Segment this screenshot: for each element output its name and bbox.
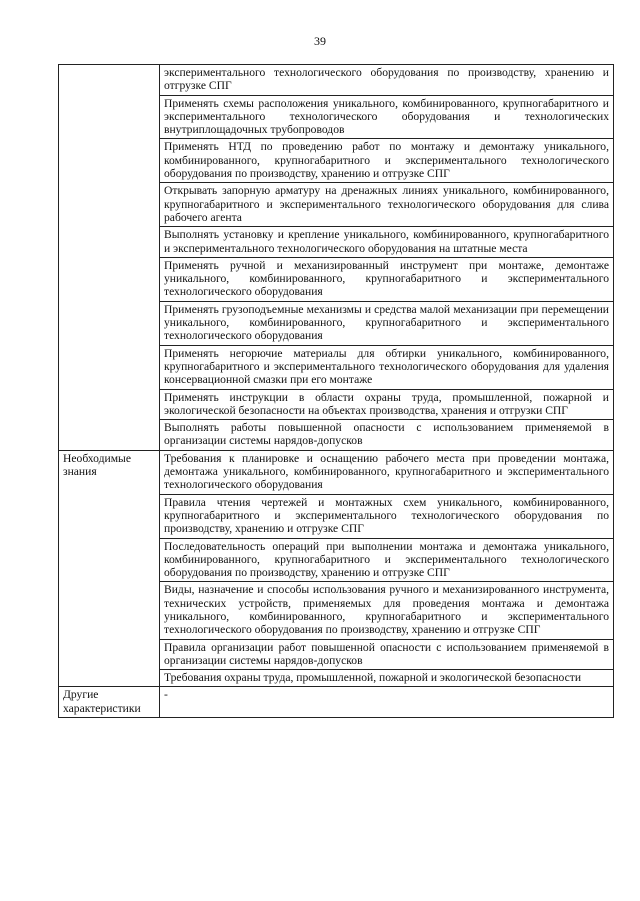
section-label: Необходимые знания bbox=[59, 450, 160, 687]
requirement-text: Требования к планировке и оснащению рабочего места при проведении монтажа, демонтажа уникального, комбинированного, крупногабаритного и экспериментального технологического оборудования bbox=[164, 451, 609, 492]
requirement-cell bbox=[160, 582, 614, 639]
section-label bbox=[59, 65, 160, 451]
requirement-text: Применять инструкции в области охраны труда, промышленной, пожарной и экологической безопасности на объектах производства, хранения и отгрузки СПГ bbox=[164, 390, 609, 417]
requirement-cell bbox=[160, 139, 614, 183]
requirement-cell bbox=[160, 538, 614, 582]
requirement-cell bbox=[160, 345, 614, 389]
requirement-cell bbox=[160, 494, 614, 538]
requirement-text: Применять схемы расположения уникального, комбинированного, крупногабаритного и экспериментального технологического оборудования и технологических внутриплощадочных трубопроводов bbox=[164, 96, 609, 137]
requirement-text: Применять НТД по проведению работ по монтажу и демонтажу уникального, комбинированного, крупногабаритного и экспериментального технологического оборудования по производству, хранению и отгрузке СПГ bbox=[164, 140, 609, 181]
requirement-text: - bbox=[164, 688, 168, 702]
requirement-cell bbox=[160, 95, 614, 139]
requirement-text: Выполнять работы повышенной опасности с использованием применяемой в организации системы нарядов-допусков bbox=[164, 421, 609, 448]
requirement-text: экспериментального технологического оборудования по производству, хранению и отгрузке СПГ bbox=[164, 66, 609, 93]
table-row bbox=[59, 65, 614, 96]
requirement-cell bbox=[160, 257, 614, 301]
requirements-table-body bbox=[59, 65, 614, 718]
requirement-cell bbox=[160, 450, 614, 494]
requirement-cell bbox=[160, 65, 614, 96]
requirement-cell bbox=[160, 639, 614, 670]
table-row bbox=[59, 687, 614, 718]
requirement-cell bbox=[160, 389, 614, 420]
requirement-cell bbox=[160, 183, 614, 227]
requirement-text: Применять ручной и механизированный инструмент при монтаже, демонтаже уникального, комбинированного, крупногабаритного и экспериментального технологического оборудования bbox=[164, 258, 609, 299]
requirement-text: Открывать запорную арматуру на дренажных линиях уникального, комбинированного, крупногабаритного и экспериментального технологического оборудования для слива рабочего агента bbox=[164, 184, 609, 224]
requirement-cell bbox=[160, 670, 614, 687]
requirement-text: Требования охраны труда, промышленной, пожарной и экологической безопасности bbox=[164, 671, 582, 685]
page-number: 39 bbox=[314, 34, 326, 48]
requirement-text: Последовательность операций при выполнении монтажа и демонтажа уникального, комбинированного, крупногабаритного и экспериментального технологического оборудования по производству, хранению и отгрузке СПГ bbox=[164, 539, 609, 580]
requirement-cell bbox=[160, 227, 614, 258]
requirement-text: Правила организации работ повышенной опасности с использованием применяемой в организации системы нарядов-допусков bbox=[164, 640, 609, 667]
requirements-table bbox=[58, 64, 614, 718]
requirement-cell bbox=[160, 687, 614, 718]
section-label: Другие характеристики bbox=[59, 687, 160, 718]
requirement-text: Виды, назначение и способы использования ручного и механизированного инструмента, технических устройств, применяемых для проведения монтажа и демонтажа уникального, комбинированного, крупногабаритного и экспериментального технологического оборудования по производству, хранению и отгрузке СПГ bbox=[164, 583, 609, 637]
requirement-text: Выполнять установку и крепление уникального, комбинированного, крупногабаритного и экспериментального технологического оборудования на штатные места bbox=[164, 228, 609, 255]
table-row bbox=[59, 450, 614, 494]
requirement-cell bbox=[160, 301, 614, 345]
requirement-text: Применять негорючие материалы для обтирки уникального, комбинированного, крупногабаритного и экспериментального технологического оборудования для удаления консервационной смазки при его монтаже bbox=[164, 346, 609, 387]
requirement-cell bbox=[160, 420, 614, 451]
requirement-text: Применять грузоподъемные механизмы и средства малой механизации при перемещении уникального, комбинированного, крупногабаритного и экспериментального технологического оборудования bbox=[164, 302, 609, 343]
requirement-text: Правила чтения чертежей и монтажных схем уникального, комбинированного, крупногабаритного и экспериментального технологического оборудования по производству, хранению и отгрузке СПГ bbox=[164, 495, 609, 536]
